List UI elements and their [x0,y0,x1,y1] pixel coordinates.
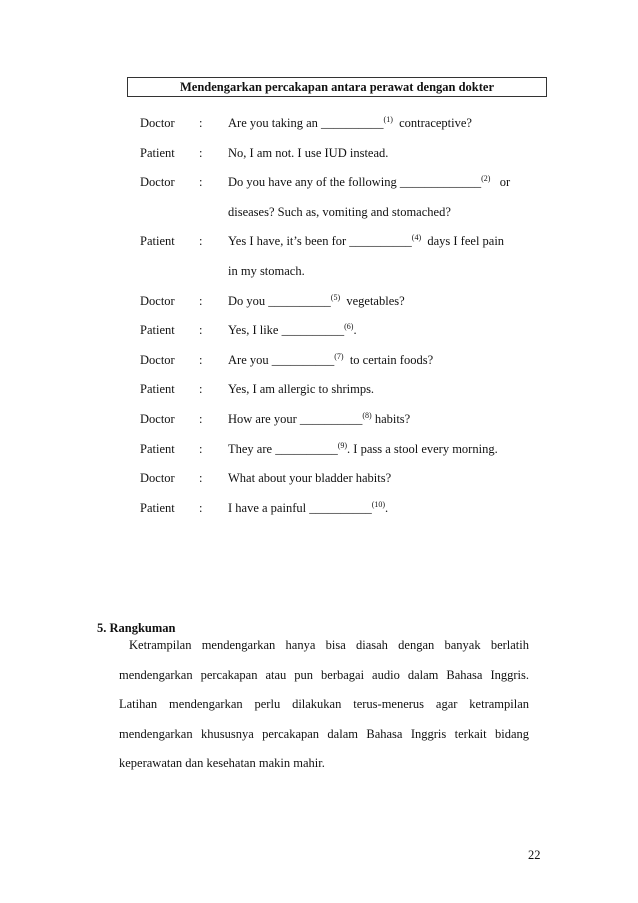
blank-number: (2) [481,174,491,184]
dialogue-speaker: Doctor [140,412,175,426]
dialogue-text: Yes, I am allergic to shrimps. [228,382,375,397]
dialogue-colon: : [199,293,203,308]
dialogue-colon: : [199,382,203,397]
dialogue-speaker: Doctor [140,175,175,190]
dialogue-text: They are __________ [228,441,338,456]
dialogue-line [228,205,451,220]
summary-paragraph: Ketrampilan mendengarkan hanya bisa diasah dengan banyak berlatih mendengarkan percakapan atau pun berbagai audio dalam Bahasa Inggris. Latihan mendengarkan perlu dilakukan terus-menerus agar ketrampilan mendengarkan khususnya percakapan dalam Bahasa Inggris terkait bidang keperawatan dan kesehatan makin mahir. [119,638,529,770]
page-number: 22 [528,848,541,862]
blank-number: (6) [344,322,354,332]
dialogue-colon: : [199,234,203,249]
dialogue-speaker: Patient [140,323,175,338]
dialogue-line [228,442,498,457]
dialogue-text: Are you __________ [228,352,335,367]
dialogue-text: What about your bladder habits? [228,471,392,486]
dialogue-text: I have a painful __________ [228,500,372,515]
dialogue-speaker: Patient [140,500,175,515]
dialogue-colon: : [199,441,203,456]
dialogue-text: Are you taking an __________ [228,116,384,130]
dialogue-text-after: habits? [371,412,411,426]
dialogue-text: diseases? Such as, vomiting and stomached? [228,204,451,219]
dialogue-text-after: or [490,175,511,190]
dialogue-speaker: Patient [140,382,175,397]
dialogue-line [228,175,510,190]
section-title: 5. Rangkuman [97,621,176,635]
dialogue-speaker: Doctor [140,352,175,367]
dialogue-line [228,294,405,309]
dialogue-title: Mendengarkan percakapan antara perawat dengan dokter [179,79,495,94]
dialogue-line [228,382,374,397]
blank-number: (1) [383,114,393,124]
dialogue-text-after: days I feel pain [421,234,505,249]
dialogue-speaker: Doctor [140,293,175,308]
blank-number: (4) [411,233,422,243]
dialogue-speaker: Patient [140,441,175,456]
dialogue-text: Yes, I like __________ [228,323,345,338]
dialogue-line [228,234,504,249]
dialogue-text: No, I am not. I use IUD instead. [228,145,389,160]
dialogue-text-after: vegetables? [340,293,405,308]
blank-number: (8) [362,410,372,420]
dialogue-line [228,353,433,368]
dialogue-colon: : [199,145,203,160]
dialogue-colon: : [199,116,203,130]
dialogue-colon: : [199,412,203,426]
dialogue-text: Do you __________ [228,293,331,308]
dialogue-line [228,323,357,338]
dialogue-text-after: contraceptive? [392,116,472,130]
dialogue-speaker: Patient [140,234,175,249]
dialogue-speaker: Patient [140,145,175,160]
dialogue-speaker: Doctor [140,471,175,486]
blank-number: (9) [337,440,348,450]
dialogue-line [228,264,305,279]
dialogue-line [228,501,388,516]
dialogue-text-after: . I pass a stool every morning. [347,441,498,456]
blank-number: (7) [334,351,344,361]
dialogue-text-after: to certain foods? [343,352,434,367]
dialogue-text-after: . [385,500,389,515]
dialogue-colon: : [199,175,203,190]
dialogue-text: in my stomach. [228,264,305,278]
dialogue-line [228,116,472,131]
dialogue-colon: : [199,323,203,338]
dialogue-speaker: Doctor [140,116,175,130]
dialogue-text: Do you have any of the following _____________ [228,175,482,190]
dialogue-line [228,146,388,161]
dialogue-text: Yes I have, it’s been for __________ [228,234,412,249]
dialogue-line [228,412,410,427]
blank-number: (5) [330,292,341,302]
dialogue-text-after: . [353,323,357,338]
dialogue-colon: : [199,471,203,486]
dialogue-text: How are your __________ [228,412,363,426]
dialogue-colon: : [199,500,203,515]
dialogue-line [228,471,391,486]
blank-number: (10) [371,499,386,509]
dialogue-colon: : [199,352,203,367]
